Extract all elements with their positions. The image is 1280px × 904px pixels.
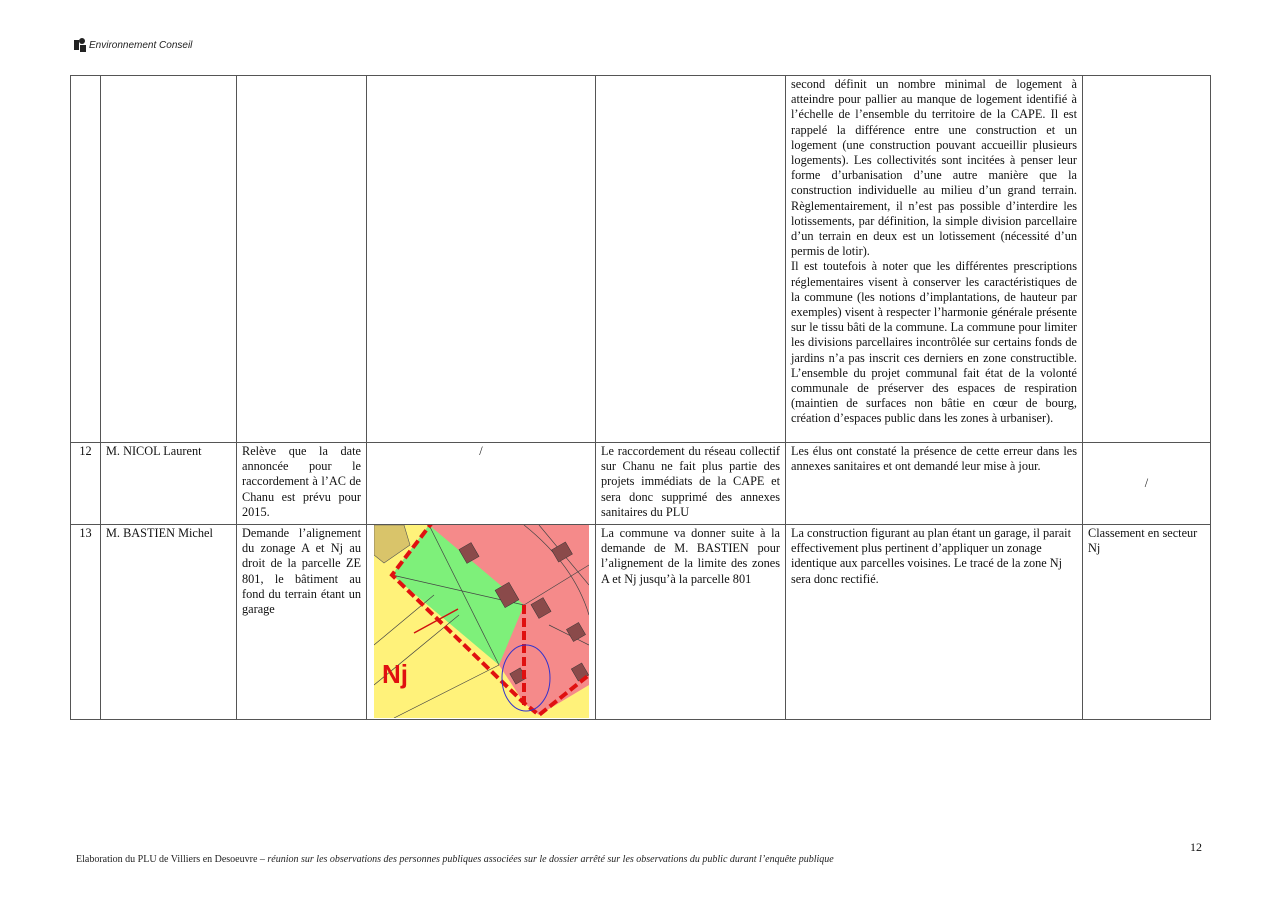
row-name: M. NICOL Laurent <box>101 443 237 525</box>
row-analysis <box>786 76 1083 443</box>
row-name: M. BASTIEN Michel <box>101 525 237 720</box>
row-name <box>101 76 237 443</box>
row-analysis: La construction figurant au plan étant un garage, il parait effectivement plus pertinent d’appliquer un zonage identique aux parcelles voisines. Le tracé de la zone Nj sera donc rectifié. <box>786 525 1083 720</box>
row-decision: Classement en secteur Nj <box>1083 525 1211 720</box>
logo-mark-icon <box>74 38 86 52</box>
page-footer <box>76 854 834 865</box>
observations-table <box>70 75 1211 720</box>
analysis-paragraph: Il est toutefois à noter que les différentes prescriptions réglementaires visent à conserver les caractéristiques de la commune (les notions d’implantations, de hauteur par exemples) visent à respecter l’harmonie générale présente sur le tissu bâti de la commune. La commune pour limiter les divisions parcellaires incontrôlée sur certains fonds de jardins n’a pas inscrit ces derniers en zone constructible. L’ensemble du projet communal fait état de la volonté communale de préserver des espaces de respiration (maintien de surfaces non bâtie en cœur de bourg, création d’espaces public dans les zones à urbaniser). <box>791 259 1077 426</box>
row-observation: Demande l’alignement du zonage A et Nj au droit de la parcelle ZE 801, le bâtiment au fond du terrain étant un garage <box>237 525 367 720</box>
analysis-paragraph: second définit un nombre minimal de logement à atteindre pour pallier au manque de logement identifié à l’échelle de l’ensemble du territoire de la CAPE. Il est rappelé la différence entre une construction et un logement (une construction pouvant accueillir plusieurs logements). Les collectivités sont incitées à penser leur forme d’urbanisation d’une autre manière que la construction individuelle au milieu d’un grand terrain. Règlementairement, il n’est pas possible d’interdire les lotissements, par définition, la simple division parcellaire d’un terrain en deux est un lotissement (nécessité d’un permis de lotir). <box>791 77 1077 259</box>
row-map: / <box>367 443 596 525</box>
footer-italic: réunion sur les observations des personnes publiques associées sur le dossier arrêté sur les observations du public durant l’enquête publique <box>267 854 834 865</box>
row-response: La commune va donner suite à la demande de M. BASTIEN pour l’alignement de la limite des zones A et Nj jusqu’à la parcelle 801 <box>596 525 786 720</box>
table-row <box>71 525 1211 720</box>
row-observation <box>237 76 367 443</box>
row-decision: / <box>1083 443 1211 525</box>
row-map <box>367 76 596 443</box>
footer-main: Elaboration du PLU de Villiers en Desoeuvre – <box>76 854 268 865</box>
table-row <box>71 443 1211 525</box>
row-number: 13 <box>71 525 101 720</box>
company-logo <box>74 38 192 52</box>
table-row <box>71 76 1211 443</box>
row-observation: Relève que la date annoncée pour le raccordement à l’AC de Chanu est prévu pour 2015. <box>237 443 367 525</box>
row-response <box>596 76 786 443</box>
row-number <box>71 76 101 443</box>
row-map <box>367 525 596 720</box>
zone-label: Nj <box>381 659 408 689</box>
row-decision <box>1083 76 1211 443</box>
zoning-map <box>374 525 589 718</box>
row-analysis: Les élus ont constaté la présence de cette erreur dans les annexes sanitaires et ont demandé leur mise à jour. <box>786 443 1083 525</box>
row-number: 12 <box>71 443 101 525</box>
page-number: 12 <box>1190 840 1202 854</box>
logo-text: Environnement Conseil <box>89 39 193 51</box>
row-response: Le raccordement du réseau collectif sur Chanu ne fait plus partie des projets immédiats de la CAPE et sera donc supprimé des annexes sanitaires du PLU <box>596 443 786 525</box>
